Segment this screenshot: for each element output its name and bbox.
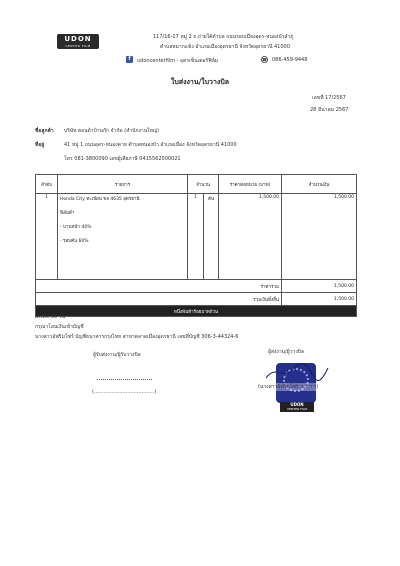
document-number: เลขที่ 17/2567 (312, 95, 346, 101)
issuer-label: ผู้ส่งงาน/ผู้วางบิล (268, 349, 304, 355)
logo-sub: CENTER FILM (65, 44, 91, 48)
amount-text: หนึ่งพันห้าร้อยบาทถ้วน (36, 306, 357, 317)
header-desc: รายการ (58, 175, 188, 194)
document-date: 28 มีนาคม 2567 (310, 107, 349, 113)
table-row (36, 194, 357, 280)
customer-name: บริษัท ฮอนด้าบ้านกุ๊ก จำกัด (สำนักงานใหญ่) (64, 128, 160, 134)
document-title: ใบส่งงาน/ใบวางบิล (170, 78, 230, 86)
row-qty: 1 (188, 194, 204, 280)
row-no: 1 (36, 194, 58, 280)
subtotal-label: ราคารวม (36, 280, 282, 293)
row-unit-price: 1,500.00 (219, 194, 282, 280)
row-unit: คัน (204, 194, 219, 280)
customer-address-label: ที่อยู่ (35, 142, 45, 148)
row-amount: 1,500.00 (282, 194, 357, 280)
transfer-note: กรุณาโอนเงินเข้าบัญชี (35, 324, 84, 330)
header-unit-price: ราคาต่อหน่วย (บาท) (219, 175, 282, 194)
receiver-signature-line (97, 379, 152, 380)
stamp-logo (280, 402, 314, 412)
subtotal-value: 1,500.00 (282, 280, 357, 293)
credit-terms: เครดิต 30 วัน (35, 314, 65, 320)
total-value: 1,500.00 (282, 293, 357, 306)
receiver-name: (......................................) (92, 389, 157, 395)
facebook-icon: f (126, 56, 133, 63)
total-label: รวมเงินทั้งสิ้น (36, 293, 282, 306)
row-note: - รอบคัน 60% (60, 239, 89, 244)
header-qty: จำนวน (188, 175, 219, 194)
row-desc-cell (58, 194, 188, 280)
company-phone: 086-459-9448 (272, 57, 308, 63)
issuer-name: (นางสาวอัฟริมโซ่ร์ ฯ ฯ ฯ ฯ) (258, 384, 319, 390)
receiver-label: ผู้รับส่งงาน/ผู้รับวางบิล (93, 352, 141, 358)
company-logo (57, 34, 99, 49)
logo-main: UDON (64, 35, 92, 43)
total-row (36, 293, 357, 306)
customer-name-label: ชื่อลูกค้า (35, 128, 54, 134)
stamp-sub: CENTER FILM (287, 407, 307, 411)
row-note: - บานหน้า 40% (60, 225, 92, 230)
customer-address: 41 หมู่ 1 ถนนอุดร-หนองคาย ตำบลหนองบัว อำเภอเมือง จังหวัดอุดรธานี 41000 (64, 142, 237, 148)
items-table (35, 174, 357, 317)
stamp-brand: UDON (290, 402, 304, 407)
header-no: ลำดับ (36, 175, 58, 194)
subtotal-row (36, 280, 357, 293)
customer-contact: โทร 081-3800090 เลขผู้เสียภาษี 0415562000021 (64, 156, 181, 162)
row-desc: Honda City ทะเบียน ขจ 4635 อุดรธานี (60, 197, 140, 202)
row-note: ฟิล์มดำ (60, 211, 75, 216)
company-facebook: udoncenterfilm - อุดรเซ็นเตอร์ฟิล์ม (137, 58, 219, 64)
bank-account: นางสาวอัฟริมโซ่ร์ บัญชีธนาคารกรุงไทย สาขาตลาดเมืองอุดรธานี เลขที่บัญชี 306-3-44324-6 (35, 334, 239, 340)
company-address-line1: 117/16-17 หมู่ 2 ถ.ถ่ายใต้ตำบล ถนนรอบเมืองอุดร-หนองบัวลำภู (153, 34, 294, 40)
phone-icon: ☎ (262, 57, 267, 62)
table-header-row (36, 175, 357, 194)
amount-text-row (36, 306, 357, 317)
company-address-line2: ตำบลหมากแข้ง อำเภอเมืองอุดรธานี จังหวัดอุดรธานี 41000 (160, 44, 290, 50)
signature (262, 360, 332, 384)
header-amount: จำนวนเงิน (282, 175, 357, 194)
